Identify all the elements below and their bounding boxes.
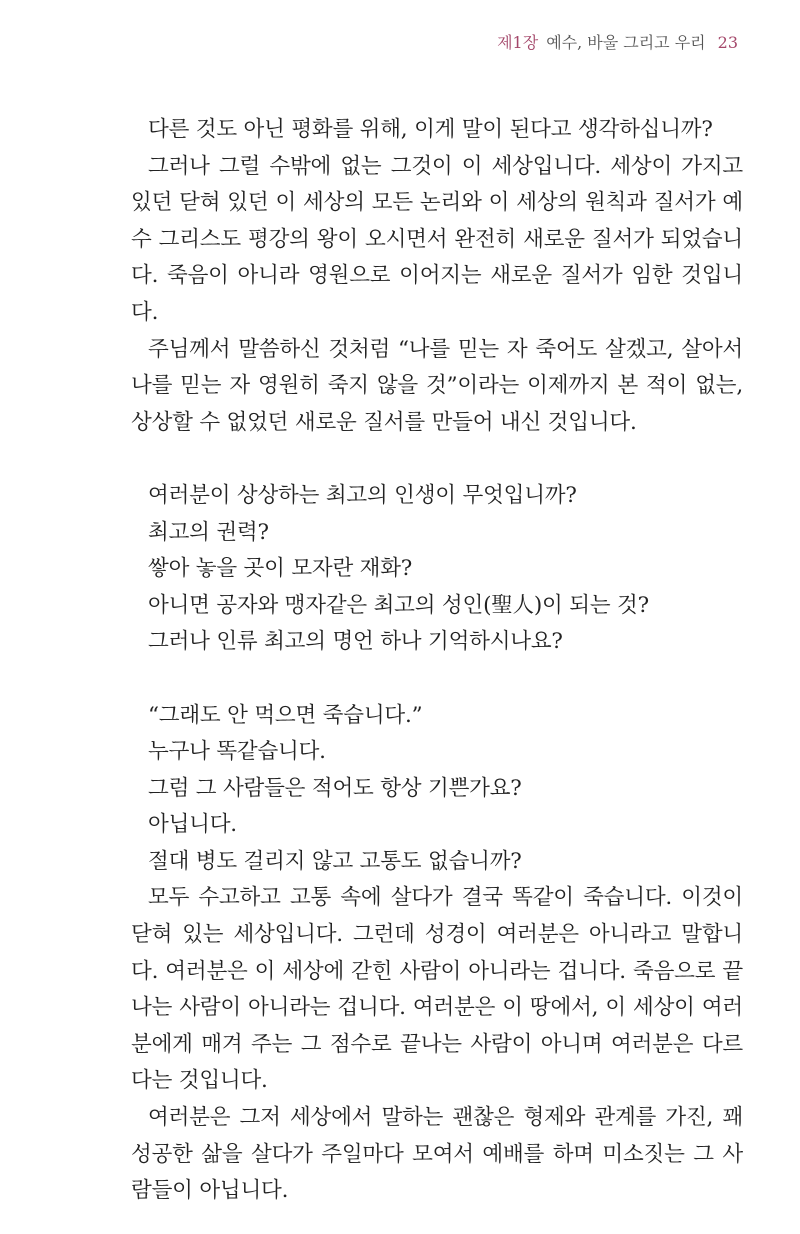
section-gap <box>131 661 743 698</box>
paragraph: 다른 것도 아닌 평화를 위해, 이게 말이 된다고 생각하십니까? <box>148 117 713 142</box>
running-header <box>497 33 738 53</box>
text-line: 아니면 공자와 맹자같은 최고의 성인(聖人)이 되는 것? <box>148 592 649 618</box>
text-line: 그럼 그 사람들은 적어도 항상 기쁜가요? <box>148 775 522 801</box>
paragraph: 주님께서 말씀하신 것처럼 “나를 믿는 자 죽어도 살겠고, 살아서 나를 믿는 자 영원히 죽지 않을 것”이라는 이제까지 본 적이 없는, 상상할 수 없었던 새로운 질서를 만들어 내신 것입니다. <box>131 336 743 435</box>
chapter-label: 제1장 <box>497 33 539 52</box>
page-body <box>131 112 743 1210</box>
page-number: 23 <box>717 33 738 52</box>
text-line: 쌓아 놓을 곳이 모자란 재화? <box>148 556 413 582</box>
text-line: 절대 병도 걸리지 않고 고통도 없습니까? <box>148 848 522 874</box>
text-line: 최고의 권력? <box>148 519 269 545</box>
text-line: 그러나 인류 최고의 명언 하나 기억하시나요? <box>148 629 563 655</box>
section-gap <box>131 441 743 478</box>
text-line: “그래도 안 먹으면 죽습니다.” <box>148 702 423 728</box>
chapter-title: 예수, 바울 그리고 우리 <box>546 33 706 52</box>
text-line: 아닙니다. <box>148 812 237 838</box>
text-line: 누구나 똑같습니다. <box>148 739 326 765</box>
paragraph: 그러나 그럴 수밖에 없는 그것이 이 세상입니다. 세상이 가지고 있던 닫혀 있던 이 세상의 모든 논리와 이 세상의 원칙과 질서가 예수 그리스도 평강의 왕이 오시면서 완전히 새로운 질서가 되었습니다. 죽음이 아니라 영원으로 이어지는 새로운 질서가 임한 것입니다. <box>131 153 743 325</box>
text-line: 여러분이 상상하는 최고의 인생이 무엇입니까? <box>148 482 577 508</box>
paragraph: 모두 수고하고 고통 속에 살다가 결국 똑같이 죽습니다. 이것이 닫혀 있는 세상입니다. 그런데 성경이 여러분은 아니라고 말합니다. 여러분은 이 세상에 갇힌 사람이 아니라는 겁니다. 죽음으로 끝나는 사람이 아니라는 겁니다. 여러분은 이 땅에서, 이 세상이 여러분에게 매겨 주는 그 점수로 끝나는 사람이 아니며 여러분은 다르다는 것입니다. <box>131 885 743 1094</box>
paragraph: 여러분은 그저 세상에서 말하는 괜찮은 형제와 관계를 가진, 꽤 성공한 삶을 살다가 주일마다 모여서 예배를 하며 미소짓는 그 사람들이 아닙니다. <box>131 1105 743 1204</box>
